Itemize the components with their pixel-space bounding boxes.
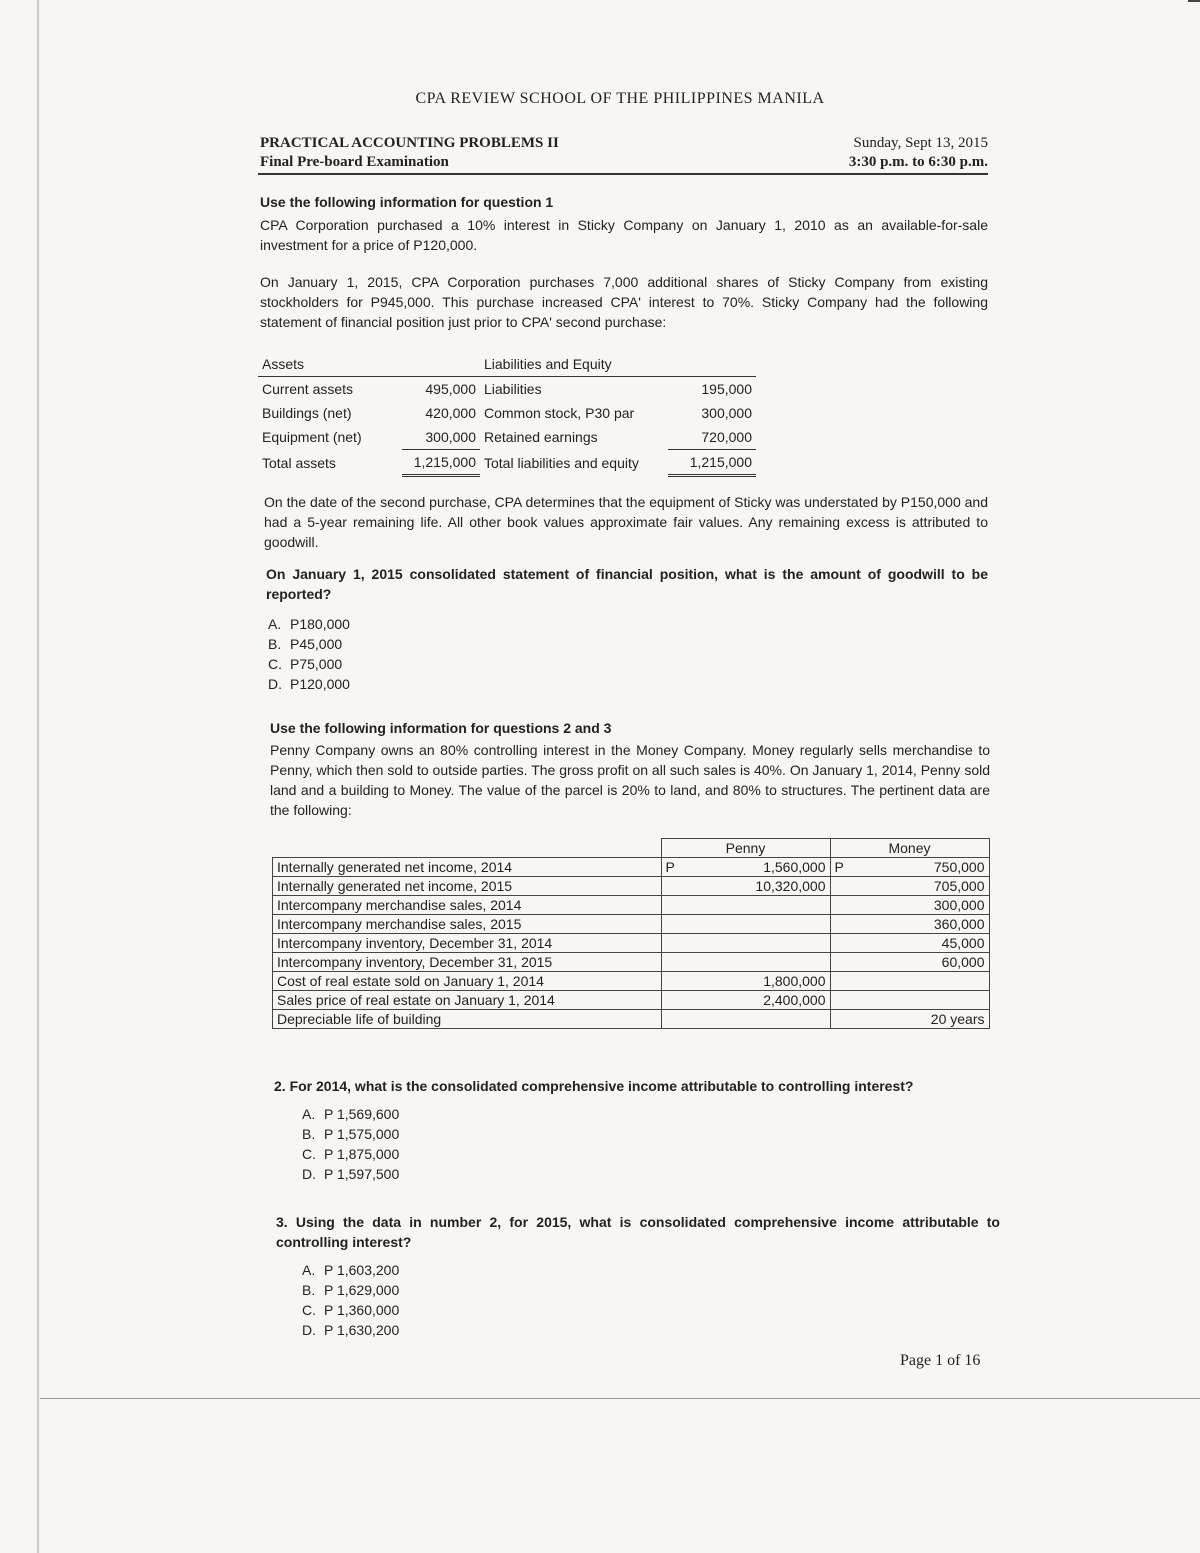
choice[interactable]: A. P 1,603,200 [302, 1262, 400, 1278]
scan-edge [37, 0, 39, 1553]
choice[interactable]: A. P180,000 [268, 616, 350, 632]
choice[interactable]: B. P45,000 [268, 636, 343, 652]
q23-paragraph: Penny Company owns an 80% controlling interest in the Money Company. Money regularly sells merchandise to Penny, which then sold to outside parties. The gross profit on all such sales is 40%. On January 1, 2014, Penny sold land and a building to Money. The value of the parcel is 20% to land, and 80% to structures. The pertinent data are the following: [270, 742, 990, 818]
choice[interactable]: D. P 1,597,500 [302, 1166, 400, 1182]
exam-time: 3:30 p.m. to 6:30 p.m. [848, 154, 988, 170]
choice[interactable]: A. P 1,569,600 [302, 1106, 400, 1122]
le-header: Liabilities and Equity [480, 352, 668, 377]
balance-sheet [258, 352, 756, 477]
q2-question: 2. For 2014, what is the consolidated comprehensive income attributable to controlling interest? [274, 1078, 914, 1094]
header-rule [258, 173, 988, 175]
table-row: Internally generated net income, 2014 P 1,560,000 P 750,000 [273, 858, 990, 877]
q1-intro: Use the following information for question 1 [260, 194, 554, 210]
exam-title: Final Pre-board Examination [260, 154, 449, 170]
q2-choices [302, 1104, 399, 1184]
q3-question: 3. Using the data in number 2, for 2015, what is consolidated comprehensive income attributable to controlling interest? [276, 1214, 1000, 1250]
data-grid [272, 838, 990, 1029]
col-penny: Penny [661, 839, 830, 858]
bs-total-row: Total assets 1,215,000 Total liabilities and equity 1,215,000 [258, 450, 756, 476]
exam-date: Sunday, Sept 13, 2015 [853, 135, 988, 151]
choice[interactable]: C. P 1,360,000 [302, 1302, 400, 1318]
q1-paragraph-1: CPA Corporation purchased a 10% interest in Sticky Company on January 1, 2010 as an available-for-sale investment for a price of P120,000. [260, 217, 988, 253]
exam-header-left [260, 134, 559, 172]
assets-header: Assets [258, 352, 402, 377]
table-row: Internally generated net income, 2015 10,320,000 705,000 [273, 877, 990, 896]
bs-row: Equipment (net) 300,000 Retained earnings 720,000 [258, 425, 756, 450]
bs-row: Buildings (net) 420,000 Common stock, P30 par 300,000 [262, 405, 752, 421]
choice[interactable]: C. P 1,875,000 [302, 1146, 400, 1162]
q1-paragraph-2: On January 1, 2015, CPA Corporation purchases 7,000 additional shares of Sticky Company from existing stockholders for P945,000. This purchase increased CPA' interest to 70%. Sticky Company had the following statement of financial position just prior to CPA' second purchase: [260, 274, 988, 330]
choice[interactable]: C. P75,000 [268, 656, 343, 672]
table-row: Sales price of real estate on January 1, 2014 2,400,000 [273, 991, 990, 1010]
table-row: Depreciable life of building 20 years [273, 1010, 990, 1029]
choice[interactable]: D. P120,000 [268, 676, 350, 692]
bs-row: Current assets 495,000 Liabilities 195,000 [262, 381, 752, 397]
subject-title: PRACTICAL ACCOUNTING PROBLEMS II [260, 135, 559, 151]
choice[interactable]: B. P 1,575,000 [302, 1126, 400, 1142]
table-row: Cost of real estate sold on January 1, 2014 1,800,000 [273, 972, 990, 991]
q23-intro: Use the following information for questions 2 and 3 [270, 720, 612, 736]
page-number: Page 1 of 16 [900, 1352, 981, 1369]
choice[interactable]: B. P 1,629,000 [302, 1282, 400, 1298]
choice[interactable]: D. P 1,630,200 [302, 1322, 400, 1338]
table-row: Intercompany inventory, December 31, 2014 45,000 [273, 934, 990, 953]
q3-choices [302, 1260, 399, 1340]
q1-choices [268, 614, 350, 694]
page-bottom-edge [40, 1398, 1200, 1399]
table-row: Intercompany inventory, December 31, 2015 60,000 [273, 953, 990, 972]
school-title: CPA REVIEW SCHOOL OF THE PHILIPPINES MANILA [415, 90, 825, 107]
col-money: Money [830, 839, 989, 858]
exam-header-right [760, 134, 988, 172]
scan-mark [1188, 0, 1200, 2]
table-row: Intercompany merchandise sales, 2015 360,000 [273, 915, 990, 934]
q1-paragraph-3: On the date of the second purchase, CPA determines that the equipment of Sticky was understated by P150,000 and had a 5-year remaining life. All other book values approximate fair values. Any remaining excess is attributed to goodwill. [264, 494, 988, 550]
q1-question: On January 1, 2015 consolidated statement of financial position, what is the amount of goodwill to be reported? [266, 566, 988, 602]
table-row: Intercompany merchandise sales, 2014 300,000 [273, 896, 990, 915]
